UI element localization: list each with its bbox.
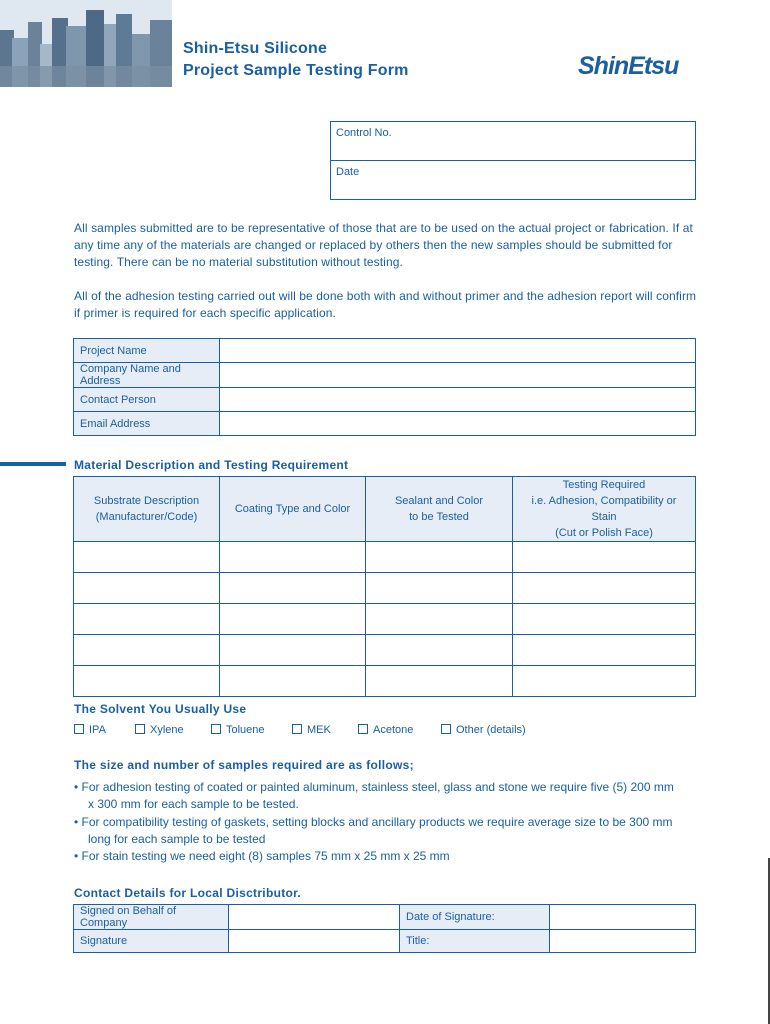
testing-header-line2: i.e. Adhesion, Compatibility or Stain [531, 495, 677, 523]
material-cell[interactable] [513, 573, 696, 604]
solvent-option-mek[interactable] [292, 724, 331, 736]
coating-header: Coating Type and Color [220, 477, 366, 542]
date-of-signature-input[interactable] [550, 905, 696, 930]
header-city-photo [0, 0, 172, 87]
title-input[interactable] [550, 930, 696, 953]
signed-on-behalf-label: Signed on Behalf of Company [74, 905, 229, 930]
project-name-label: Project Name [74, 339, 220, 363]
material-cell[interactable] [74, 542, 220, 573]
material-cell[interactable] [366, 666, 513, 697]
sealant-header-line2: to be Tested [409, 511, 469, 523]
solvent-label: Xylene [150, 724, 184, 736]
solvent-label: IPA [89, 724, 106, 736]
material-cell[interactable] [366, 542, 513, 573]
samples-list [74, 779, 704, 865]
checkbox-icon[interactable] [74, 724, 84, 734]
form-title [183, 38, 409, 82]
contact-heading: Contact Details for Local Disctributor. [74, 886, 302, 900]
material-row [74, 542, 696, 573]
company-name-input[interactable] [220, 363, 696, 388]
material-row [74, 635, 696, 666]
title-line-2: Project Sample Testing Form [183, 62, 409, 79]
testing-header [513, 477, 696, 542]
material-cell[interactable] [74, 573, 220, 604]
contact-person-input[interactable] [220, 388, 696, 412]
contact-table [73, 904, 696, 953]
project-name-input[interactable] [220, 339, 696, 363]
substrate-header-line1: Substrate Description [93, 495, 200, 507]
control-table [330, 121, 696, 200]
material-cell[interactable] [220, 573, 366, 604]
material-cell[interactable] [513, 635, 696, 666]
testing-header-line3: (Cut or Polish Face) [555, 527, 653, 539]
solvent-heading: The Solvent You Usually Use [74, 702, 247, 716]
material-cell[interactable] [74, 635, 220, 666]
bullet-1-line-1: • For adhesion testing of coated or painted aluminum, stainless steel, glass and stone we require five (5) 200 mm [74, 780, 674, 794]
material-cell[interactable] [513, 542, 696, 573]
testing-header-line1: Testing Required [562, 479, 646, 491]
date-field[interactable]: Date [331, 161, 696, 200]
solvent-label: Acetone [373, 724, 414, 736]
list-item [74, 814, 704, 849]
bullet-2-line-1: • For compatibility testing of gaskets, setting blocks and ancillary products we require average size to be 300 mm [74, 814, 673, 829]
solvent-option-xylene[interactable] [135, 724, 184, 736]
material-row [74, 573, 696, 604]
material-row [74, 666, 696, 697]
solvent-option-acetone[interactable] [358, 724, 413, 736]
email-input[interactable] [220, 412, 696, 436]
email-label: Email Address [74, 412, 220, 436]
material-cell[interactable] [220, 635, 366, 666]
material-cell[interactable] [513, 666, 696, 697]
title-line-1: Shin-Etsu Silicone [183, 40, 328, 57]
material-cell[interactable] [366, 635, 513, 666]
date-of-signature-label: Date of Signature: [400, 905, 550, 930]
section-accent-bar [0, 462, 66, 466]
material-cell[interactable] [74, 666, 220, 697]
title-label: Title: [400, 930, 550, 953]
material-heading: Material Description and Testing Requirement [74, 458, 349, 472]
solvent-label: MEK [307, 724, 331, 736]
list-item: • For stain testing we need eight (8) samples 75 mm x 25 mm x 25 mm [74, 849, 450, 864]
checkbox-icon[interactable] [135, 724, 145, 734]
control-no-field[interactable]: Control No. [331, 122, 696, 161]
contact-person-label: Contact Person [74, 388, 220, 412]
material-cell[interactable] [366, 573, 513, 604]
sealant-header [366, 477, 513, 542]
intro-paragraph-1: All samples submitted are to be representative of those that are to be used on the actual project or fabrication. If at any time any of the materials are changed or replaced by others then the new samples should be submitted for testing. There can be no material substitution without testing. [74, 221, 693, 269]
intro-paragraph-2: All of the adhesion testing carried out will be done both with and without primer and the adhesion report will confirm if primer is required for each specific application. [74, 289, 697, 320]
solvent-label: Toluene [226, 724, 265, 736]
substrate-header [74, 477, 220, 542]
list-item [74, 779, 704, 814]
substrate-header-line2: (Manufacturer/Code) [95, 511, 198, 523]
checkbox-icon[interactable] [358, 724, 368, 734]
bullet-2-line-2: long for each sample to be tested [88, 831, 266, 846]
material-table [73, 476, 696, 697]
signature-label: Signature [74, 930, 229, 953]
material-cell[interactable] [74, 604, 220, 635]
material-cell[interactable] [366, 604, 513, 635]
solvent-label: Other (details) [456, 724, 526, 736]
solvent-option-toluene[interactable] [211, 724, 265, 736]
company-name-label: Company Name and Address [74, 363, 220, 388]
bullet-1-line-2: x 300 mm for each sample to be tested. [88, 797, 299, 812]
material-row [74, 604, 696, 635]
signed-on-behalf-input[interactable] [229, 905, 400, 930]
signature-input[interactable] [229, 930, 400, 953]
material-cell[interactable] [513, 604, 696, 635]
samples-heading: The size and number of samples required are as follows; [74, 758, 414, 772]
skyline-image [0, 0, 172, 87]
shinetsu-logo: ShinEtsu [578, 52, 679, 80]
solvent-option-ipa[interactable] [74, 724, 106, 736]
checkbox-icon[interactable] [441, 724, 451, 734]
material-cell[interactable] [220, 542, 366, 573]
project-info-table [73, 338, 696, 436]
checkbox-icon[interactable] [211, 724, 221, 734]
material-cell[interactable] [220, 666, 366, 697]
material-cell[interactable] [220, 604, 366, 635]
sealant-header-line1: Sealant and Color [394, 495, 484, 507]
solvent-option-other[interactable] [441, 724, 526, 736]
checkbox-icon[interactable] [292, 724, 302, 734]
